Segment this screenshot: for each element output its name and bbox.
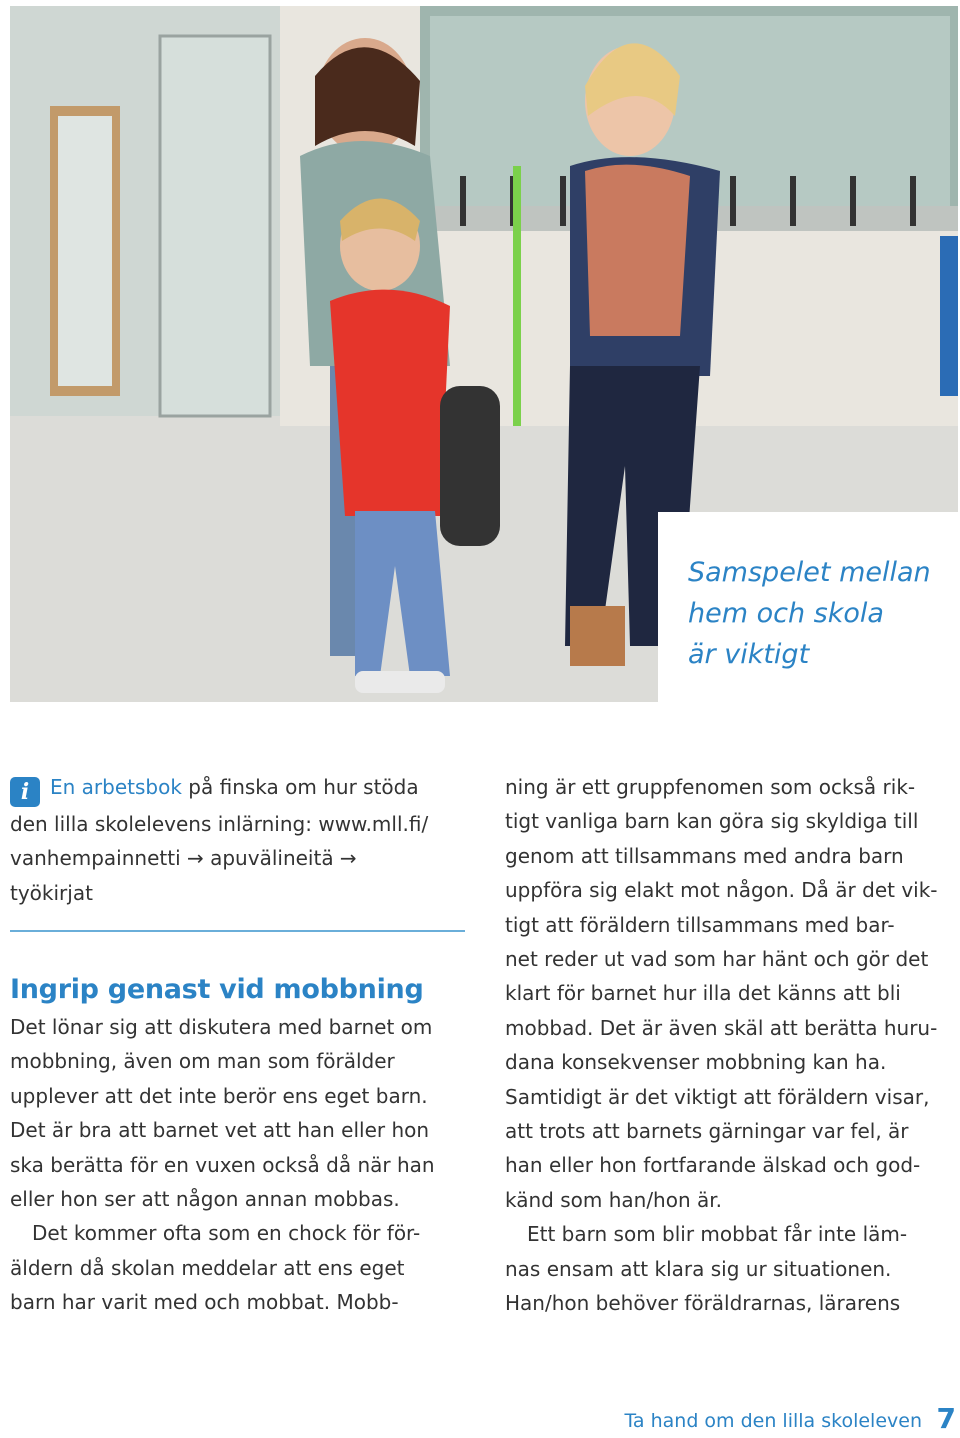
info-text: på finska om hur stöda (181, 775, 419, 799)
body-line: äldern då skolan meddelar att ens eget (10, 1255, 405, 1280)
info-highlight: En arbetsbok (50, 775, 182, 799)
info-text: vanhempainnetti → apuvälineitä → (10, 846, 357, 871)
body-line: han eller hon fortfarande älskad och god- (505, 1153, 921, 1178)
body-line: Det lönar sig att diskutera med barnet om (10, 1015, 433, 1039)
page-footer (600, 1402, 958, 1438)
body-line: eller hon ser att någon annan mobbas. (10, 1187, 400, 1212)
sandals (570, 606, 625, 666)
page-number: 7 (936, 1402, 956, 1435)
door-glass (58, 116, 112, 386)
body-line: nas ensam att klara sig ur situationen. (505, 1256, 892, 1281)
boy-shoes (355, 671, 445, 693)
body-line: uppföra sig elakt mot någon. Då är det vik- (505, 878, 938, 903)
body-column-left (10, 1010, 470, 1320)
body-line: upplever att det inte berör ens eget barn. (10, 1083, 428, 1108)
body-line: net reder ut vad som har hänt och gör det (505, 947, 929, 972)
body-line: Det kommer ofta som en chock för för- (32, 1221, 421, 1246)
body-line: barn har varit med och mobbat. Mobb- (10, 1290, 399, 1315)
body-line: klart för barnet hur illa det känns att bli (505, 981, 901, 1006)
window-panel (160, 36, 270, 416)
info-text: työkirjat (10, 880, 93, 905)
body-line: genom att tillsammans med andra barn (505, 843, 904, 868)
info-text: den lilla skolelevens inlärning: www.mll.fi/ (10, 812, 429, 836)
body-line: mobbning, även om man som förälder (10, 1049, 395, 1074)
body-line: Det är bra att barnet vet att han eller hon (10, 1118, 430, 1143)
woman-right-blouse (585, 165, 690, 336)
blue-jacket (940, 236, 958, 396)
photo-caption (688, 552, 948, 675)
body-line: att trots att barnets gärningar var fel, är (505, 1119, 909, 1144)
body-line: ska berätta för en vuxen också då när han (10, 1152, 435, 1177)
scooter (513, 166, 521, 426)
body-line: känd som han/hon är. (505, 1187, 723, 1212)
body-line: ning är ett gruppfenomen som också rik- (505, 775, 916, 799)
body-line: tigt vanliga barn kan göra sig skyldiga till (505, 809, 919, 834)
caption-line: hem och skola (688, 598, 884, 629)
body-column-right (505, 770, 955, 1321)
body-line: dana konsekvenser mobbning kan ha. (505, 1050, 887, 1075)
boy-shirt (330, 290, 450, 516)
section-heading: Ingrip genast vid mobbning (10, 974, 424, 1005)
info-note (10, 770, 470, 910)
body-line: Han/hon behöver föräldrarnas, lärarens (505, 1291, 901, 1316)
caption-line: Samspelet mellan (688, 557, 931, 588)
body-line: mobbad. Det är även skäl att berätta huru- (505, 1015, 938, 1040)
body-line: Samtidigt är det viktigt att föräldern visar, (505, 1084, 930, 1109)
info-icon: i (10, 777, 40, 807)
body-line: Ett barn som blir mobbat får inte läm- (527, 1222, 908, 1247)
caption-line: är viktigt (688, 639, 810, 670)
footer-title: Ta hand om den lilla skoleleven (624, 1410, 922, 1432)
backpack (440, 386, 500, 546)
divider (10, 930, 465, 932)
body-line: tigt att föräldern tillsammans med bar- (505, 912, 895, 937)
